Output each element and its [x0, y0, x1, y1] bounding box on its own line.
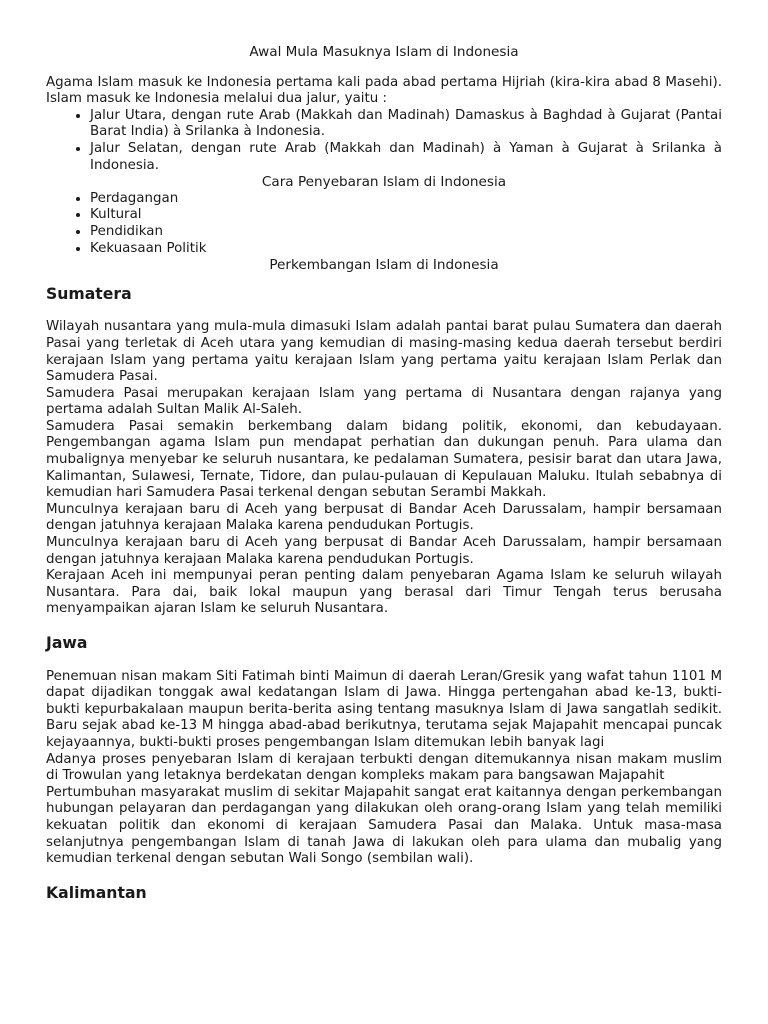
paragraph: Penemuan nisan makam Siti Fatimah binti Maimun di daerah Leran/Gresik yang wafat tahun 1101 M dapat dijadikan tonggak awal kedatangan Islam di Jawa. Hingga pertengahan abad ke-13, bukti-bukti kepurbakalaan maupun berita-berita asing tentang masuknya Islam di Jawa sangatlah sedikit. Baru sejak abad ke-13 M hingga abad-abad berikutnya, terutama sejak Majapahit mencapai puncak kejayaannya, bukti-bukti proses pengembangan Islam ditemukan lebih banyak lagi	[46, 668, 722, 750]
section-heading-jawa: Jawa	[46, 633, 88, 652]
list-item: • Perdagangan	[90, 191, 722, 208]
section-heading-sumatera: Sumatera	[46, 283, 132, 303]
paragraph: Adanya proses penyebaran Islam di kerajaan terbukti dengan ditemukannya nisan makam muslim di Trowulan yang letaknya berdekatan dengan kompleks makam para bangsawan Majapahit	[46, 751, 722, 784]
list-item: • Kekuasaan Politik	[90, 241, 722, 258]
spread-heading: Cara Penyebaran Islam di Indonesia	[261, 174, 507, 191]
paragraph: Kerajaan Aceh ini mempunyai peran penting dalam penyebaran Agama Islam ke seluruh wilayah Nusantara. Para dai, baik lokal maupun yang berasal dari Timur Tengah terus berusaha menyampaikan ajaran Islam ke seluruh Nusantara.	[46, 568, 722, 617]
document-title: Awal Mula Masuknya Islam di Indonesia	[249, 44, 519, 60]
paragraph: Munculnya kerajaan baru di Aceh yang berpusat di Bandar Aceh Darussalam, hampir bersamaan dengan jatuhnya kerajaan Malaka karena pendudukan Portugis.	[46, 535, 722, 567]
list-item: • Kultural	[90, 207, 722, 224]
paragraph: Pertumbuhan masyarakat muslim di sekitar Majapahit sangat erat kaitannya dengan perkembangan hubungan pelayaran dan perdagangan yang dilakukan oleh orang-orang Islam yang telah memiliki kekuatan politik dan ekonomi di kerajaan Samudera Pasai dan Malaka. Untuk masa-masa selanjutnya pengembangan Islam di tanah Jawa di lakukan oleh para ulama dan mubalig yang kemudian terkenal dengan sebutan Wali Songo (sembilan wali).	[46, 784, 722, 867]
list-item: • Pendidikan	[90, 224, 722, 241]
list-item: • Jalur Utara, dengan rute Arab (Makkah dan Madinah) Damaskus à Baghdad à Gujarat (Pantai Barat India) à Srilanka à Indonesia.	[90, 108, 722, 141]
routes-list	[46, 108, 722, 174]
paragraph: Wilayah nusantara yang mula-mula dimasuki Islam adalah pantai barat pulau Sumatera dan daerah Pasai yang terletak di Aceh utara yang kemudian di masing-masing kedua daerah tersebut berdiri kerajaan Islam yang pertama yaitu kerajaan Islam yang pertama yaitu kerajaan Islam Perlak dan Samudera Pasai.	[46, 319, 722, 385]
section-heading-kalimantan: Kalimantan	[46, 882, 147, 902]
list-item: • Jalur Selatan, dengan rute Arab (Makkah dan Madinah) à Yaman à Gujarat à Srilanka à Indonesia.	[90, 141, 722, 174]
intro-paragraph: Agama Islam masuk ke Indonesia pertama kali pada abad pertama Hijriah (kira-kira abad 8 Masehi). Islam masuk ke Indonesia melalui dua jalur, yaitu :	[46, 74, 722, 107]
spread-list	[46, 191, 722, 257]
section-sumatera	[46, 319, 722, 618]
section-jawa	[46, 669, 722, 868]
development-heading: Perkembangan Islam di Indonesia	[269, 257, 499, 274]
paragraph: Samudera Pasai merupakan kerajaan Islam yang pertama di Nusantara dengan rajanya yang pertama adalah Sultan Malik Al-Saleh.	[46, 385, 722, 418]
paragraph: Samudera Pasai semakin berkembang dalam bidang politik, ekonomi, dan kebudayaan. Pengembangan agama Islam pun mendapat perhatian dan dukungan penuh. Para ulama dan mubalignya menyebar ke seluruh nusantara, ke pedalaman Sumatera, pesisir barat dan utara Jawa, Kalimantan, Sulawesi, Ternate, Tidore, dan pulau-pulauan di Kepulauan Maluku. Itulah sebabnya di kemudian hari Samudera Pasai terkenal dengan sebutan Serambi Makkah.	[46, 418, 722, 501]
paragraph: Munculnya kerajaan baru di Aceh yang berpusat di Bandar Aceh Darussalam, hampir bersamaan dengan jatuhnya kerajaan Malaka karena pendudukan Portugis.	[46, 501, 722, 534]
